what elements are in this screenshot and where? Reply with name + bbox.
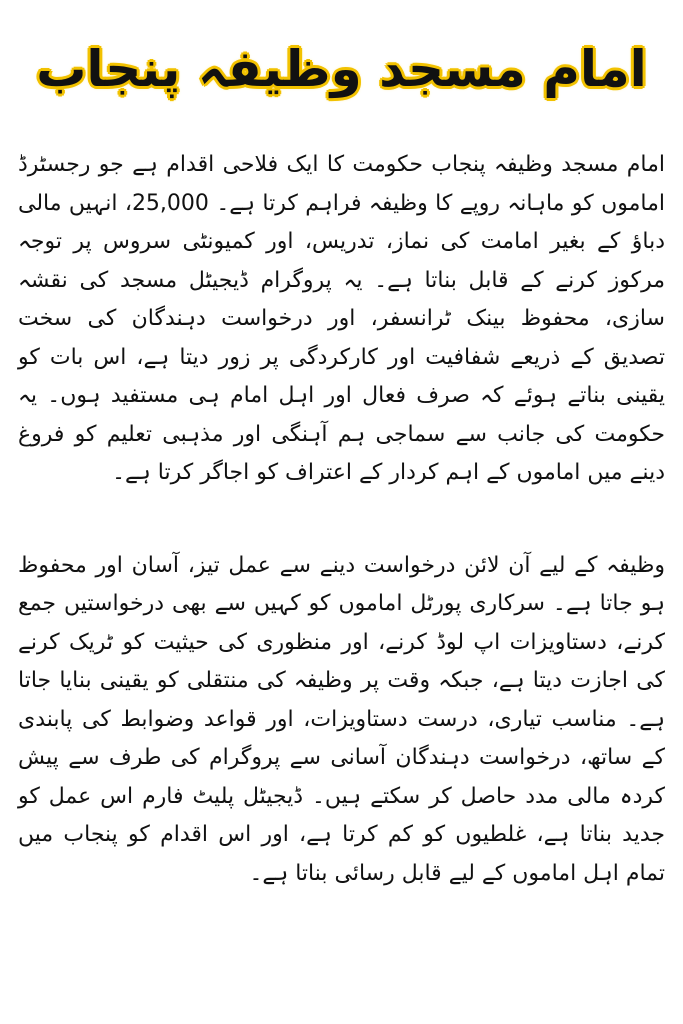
article-paragraph-intro: امام مسجد وظیفہ پنجاب حکومت کا ایک فلاحی اقدام ہے جو رجسٹرڈ اماموں کو ماہانہ روپے کا وظیفہ فراہم کرتا ہے۔ 25,000، انہیں مالی دباؤ کے بغیر امامت کی نماز، تدریس، اور کمیونٹی سروس پر توجہ مرکوز کرنے کے قابل بناتا ہے۔ یہ پروگرام ڈیجیٹل مسجد کی نقشہ سازی، محفوظ بینک ٹرانسفر، اور درخواست دہندگان کی سخت تصدیق کے ذریعے شفافیت اور کارکردگی پر زور دیتا ہے، اس بات کو یقینی بناتے ہوئے کہ صرف فعال اور اہل امام ہی مستفید ہوں۔ یہ حکومت کی جانب سے سماجی ہم آہنگی اور مذہبی تعلیم کو فروغ دینے میں اماموں کے اہم کردار کے اعتراف کو اجاگر کرتا ہے۔	[18, 152, 665, 485]
article-paragraph-apply-online: وظیفہ کے لیے آن لائن درخواست دینے سے عمل تیز، آسان اور محفوظ ہو جاتا ہے۔ سرکاری پورٹل اماموں کو کہیں سے بھی درخواستیں جمع کرنے، دستاویزات اپ لوڈ کرنے، اور منظوری کی حیثیت کو ٹریک کرنے کی اجازت دیتا ہے، جبکہ وقت پر وظیفہ کی منتقلی کو یقینی بنایا جاتا ہے۔ مناسب تیاری، درست دستاویزات، اور قواعد وضوابط کی پابندی کے ساتھ، درخواست دہندگان آسانی سے پروگرام کی طرف سے پیش کردہ مالی مدد حاصل کر سکتے ہیں۔ ڈیجیٹل پلیٹ فارم اس عمل کو جدید بناتا ہے، غلطیوں کو کم کرتا ہے، اور اس اقدام کو پنجاب میں تمام اہل اماموں کے لیے قابل رسائی بناتا ہے۔	[18, 552, 665, 886]
article-title: امام مسجد وظیفہ پنجاب	[36, 40, 647, 98]
